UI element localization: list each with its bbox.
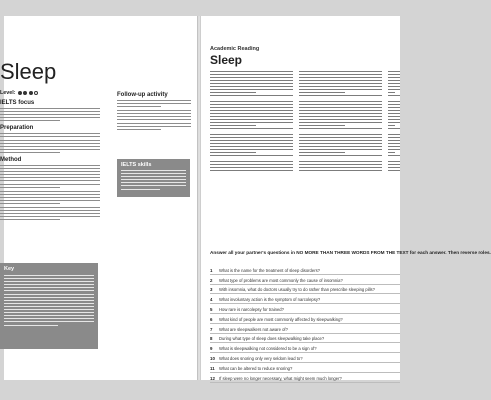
article-text-line bbox=[210, 161, 293, 162]
answer-key-text bbox=[4, 275, 94, 326]
article-text-line bbox=[210, 89, 293, 90]
article-text-line bbox=[388, 110, 400, 111]
article-text-line bbox=[299, 119, 382, 120]
article-text-line bbox=[210, 113, 293, 114]
text-line bbox=[4, 275, 94, 276]
left-side-column bbox=[117, 89, 191, 133]
article-text-line bbox=[388, 161, 400, 162]
text-line bbox=[4, 315, 94, 316]
text-line bbox=[0, 168, 100, 169]
text-line bbox=[0, 136, 100, 137]
text-line bbox=[121, 170, 186, 171]
text-line bbox=[4, 294, 94, 295]
article-text-line bbox=[210, 164, 293, 165]
article-text-line bbox=[388, 149, 400, 150]
article-text-line bbox=[388, 80, 400, 81]
article-text-line bbox=[388, 152, 395, 153]
article-text-line bbox=[388, 134, 400, 135]
article-text-line bbox=[210, 137, 293, 138]
section-heading: Method bbox=[0, 156, 22, 163]
question-row bbox=[210, 373, 400, 383]
text-line bbox=[0, 180, 100, 181]
article-text-line bbox=[388, 74, 400, 75]
question-text: What is sleepwalking not considered to be a sign of? bbox=[219, 346, 317, 352]
question-number: 10 bbox=[210, 355, 215, 361]
question-row bbox=[210, 343, 400, 353]
left-sections bbox=[0, 99, 100, 220]
article-text-line bbox=[210, 83, 293, 84]
text-line bbox=[0, 140, 100, 141]
question-row bbox=[210, 275, 400, 285]
article-column-3 bbox=[388, 71, 400, 173]
text-line bbox=[0, 177, 100, 178]
article-text-line bbox=[210, 80, 293, 81]
text-line bbox=[117, 129, 161, 130]
text-line bbox=[4, 325, 58, 326]
article-text-line bbox=[210, 107, 293, 108]
level-indicator bbox=[0, 89, 100, 97]
question-row bbox=[210, 324, 400, 334]
article-text-line bbox=[210, 143, 293, 144]
question-number: 9 bbox=[210, 346, 213, 352]
question-text: What can be altered to reduce snoring? bbox=[219, 365, 293, 371]
question-row bbox=[210, 363, 400, 373]
article-text-line bbox=[299, 122, 382, 123]
question-text: What involuntary action is the symptom of narcolepsy? bbox=[219, 297, 321, 303]
article-text-line bbox=[299, 107, 382, 108]
question-number: 6 bbox=[210, 316, 213, 322]
article-text-line bbox=[210, 140, 293, 141]
question-row bbox=[210, 265, 400, 275]
article-text-line bbox=[299, 167, 382, 168]
text-line bbox=[0, 111, 100, 112]
article-text-line bbox=[299, 149, 382, 150]
level-dots bbox=[18, 91, 39, 95]
text-line bbox=[0, 210, 100, 211]
article-text-line bbox=[299, 155, 382, 156]
article-text-line bbox=[388, 107, 400, 108]
article-column-2 bbox=[299, 71, 382, 173]
text-line bbox=[4, 300, 94, 301]
article-text-line bbox=[388, 71, 400, 72]
article-text-line bbox=[210, 170, 293, 171]
article-text-line bbox=[299, 89, 382, 90]
article-text-line bbox=[388, 137, 400, 138]
article-text-line bbox=[388, 125, 395, 126]
article-text-line bbox=[210, 116, 293, 117]
article-text-line bbox=[299, 71, 382, 72]
text-line bbox=[121, 182, 186, 183]
section-paragraph bbox=[0, 191, 100, 204]
text-line bbox=[4, 321, 94, 322]
question-text: What is the name for the treatment of sleep disorders? bbox=[219, 267, 321, 273]
question-text: What kind of people are most commonly affected by sleepwalking? bbox=[219, 316, 343, 322]
text-line bbox=[117, 119, 191, 120]
article-text-line bbox=[388, 119, 400, 120]
text-line bbox=[0, 191, 100, 192]
question-number: 2 bbox=[210, 277, 213, 283]
article-text-line bbox=[388, 116, 400, 117]
article-text-line bbox=[388, 77, 400, 78]
text-line bbox=[4, 312, 94, 313]
text-line bbox=[0, 197, 100, 198]
text-line bbox=[4, 309, 94, 310]
question-text: With insomnia, what do doctors usually try to do rather than prescribe sleeping pills? bbox=[219, 287, 375, 293]
right-page bbox=[201, 16, 491, 381]
article-text-line bbox=[388, 167, 400, 168]
article-text-line bbox=[299, 134, 382, 135]
article-text-line bbox=[210, 104, 293, 105]
article-text-line bbox=[299, 146, 382, 147]
text-line bbox=[117, 100, 191, 101]
text-line bbox=[121, 179, 186, 180]
answer-key-heading: Key bbox=[4, 266, 15, 272]
article-text-line bbox=[210, 167, 293, 168]
question-row bbox=[210, 285, 400, 295]
article-text-line bbox=[299, 80, 382, 81]
left-main-column bbox=[0, 89, 100, 223]
section-paragraph bbox=[0, 108, 100, 121]
follow-up-body bbox=[117, 100, 191, 130]
text-line bbox=[4, 306, 94, 307]
question-number: 3 bbox=[210, 287, 213, 293]
text-line bbox=[0, 133, 100, 134]
article-text-line bbox=[299, 137, 382, 138]
text-line bbox=[117, 103, 191, 104]
text-line bbox=[4, 287, 94, 288]
text-line bbox=[117, 113, 191, 114]
article-text-line bbox=[388, 104, 400, 105]
article-text-line bbox=[388, 92, 395, 93]
article-text-line bbox=[299, 83, 382, 84]
section-heading: IELTS focus bbox=[0, 100, 35, 106]
text-line bbox=[121, 173, 186, 174]
article-text-line bbox=[299, 92, 345, 93]
text-line bbox=[0, 146, 100, 147]
follow-up-paragraph bbox=[117, 110, 191, 130]
questions-instruction: Answer all your partner's questions in NO MORE THAN THREE WORDS FROM THE TEXT for each answer. Then reverse roles. bbox=[210, 250, 491, 255]
article-text-line bbox=[299, 143, 382, 144]
question-row bbox=[210, 294, 400, 304]
text-line bbox=[0, 174, 100, 175]
question-number: 5 bbox=[210, 306, 213, 312]
article-text-line bbox=[210, 149, 293, 150]
article-text-line bbox=[210, 95, 293, 96]
article-text-line bbox=[388, 140, 400, 141]
article-text-line bbox=[299, 170, 382, 171]
article-text-line bbox=[210, 155, 293, 156]
article-text-line bbox=[388, 83, 400, 84]
question-row bbox=[210, 314, 400, 324]
article-text-line bbox=[210, 134, 293, 135]
article-text-line bbox=[299, 86, 382, 87]
article-text-line bbox=[210, 86, 293, 87]
text-line bbox=[117, 106, 161, 107]
article-text-line bbox=[210, 74, 293, 75]
question-number: 8 bbox=[210, 336, 213, 342]
text-line bbox=[4, 284, 94, 285]
article-text-line bbox=[388, 113, 400, 114]
left-page-title: Sleep bbox=[0, 59, 57, 84]
article-text-line bbox=[210, 92, 256, 93]
text-line bbox=[0, 194, 100, 195]
article-text-line bbox=[210, 125, 256, 126]
question-list bbox=[210, 265, 400, 383]
text-line bbox=[121, 176, 186, 177]
article-title: Sleep bbox=[210, 53, 243, 67]
article-text-line bbox=[388, 122, 400, 123]
question-row bbox=[210, 334, 400, 344]
question-text: If sleep were no longer necessary, what might seem much longer? bbox=[219, 375, 342, 381]
text-line bbox=[0, 149, 100, 150]
level-dot bbox=[29, 91, 33, 95]
article-text-line bbox=[299, 140, 382, 141]
article-text-line bbox=[210, 77, 293, 78]
article-text-line bbox=[299, 104, 382, 105]
text-line bbox=[0, 216, 100, 217]
text-line bbox=[0, 152, 60, 153]
article-text-line bbox=[299, 110, 382, 111]
question-row bbox=[210, 353, 400, 363]
article-text-line bbox=[299, 161, 382, 162]
article-text-line bbox=[388, 164, 400, 165]
article-text-line bbox=[299, 125, 345, 126]
text-line bbox=[4, 303, 94, 304]
question-text: What are sleepwalkers not aware of? bbox=[219, 326, 288, 332]
section-heading: Preparation bbox=[0, 125, 34, 132]
article-text-line bbox=[388, 89, 400, 90]
article-text-line bbox=[299, 128, 382, 129]
section-paragraph bbox=[0, 133, 100, 153]
question-number: 12 bbox=[210, 375, 215, 381]
article-text-line bbox=[388, 155, 400, 156]
article-text-line bbox=[388, 170, 400, 171]
article-text-line bbox=[388, 128, 400, 129]
left-page bbox=[0, 16, 197, 380]
follow-up-heading: Follow-up activity bbox=[117, 92, 168, 98]
text-line bbox=[0, 143, 100, 144]
article-text-line bbox=[388, 146, 400, 147]
level-dot bbox=[23, 91, 27, 95]
text-line bbox=[0, 187, 60, 188]
article-text-line bbox=[210, 101, 293, 102]
article-text-line bbox=[299, 77, 382, 78]
section-kicker: Academic Reading bbox=[210, 46, 260, 52]
question-text: What does snoring only very seldom lead to? bbox=[219, 355, 303, 361]
article-text-line bbox=[210, 128, 293, 129]
article-text-line bbox=[299, 116, 382, 117]
question-number: 11 bbox=[210, 365, 215, 371]
text-line bbox=[4, 318, 94, 319]
level-label: Level: bbox=[0, 90, 16, 96]
text-line bbox=[0, 213, 100, 214]
level-dot bbox=[34, 91, 38, 95]
question-number: 1 bbox=[210, 267, 213, 273]
text-line bbox=[121, 189, 160, 190]
article-text-line bbox=[299, 95, 382, 96]
text-line bbox=[4, 278, 94, 279]
article-text-line bbox=[210, 152, 256, 153]
article-text-line bbox=[210, 146, 293, 147]
ielts-skills-heading: IELTS skills bbox=[121, 162, 152, 168]
answer-key-box bbox=[0, 263, 98, 349]
text-line bbox=[117, 116, 191, 117]
article-text-line bbox=[388, 95, 400, 96]
article-text-line bbox=[299, 101, 382, 102]
text-line bbox=[0, 184, 100, 185]
article-text-line bbox=[210, 110, 293, 111]
text-line bbox=[117, 123, 191, 124]
article-text-line bbox=[388, 101, 400, 102]
text-line bbox=[4, 281, 94, 282]
text-line bbox=[0, 207, 100, 208]
question-text: During what type of sleep does sleepwalking take place? bbox=[219, 336, 325, 342]
text-line bbox=[0, 120, 60, 121]
text-line bbox=[0, 219, 60, 220]
text-line bbox=[0, 117, 100, 118]
article-text-line bbox=[388, 86, 400, 87]
section-paragraph bbox=[0, 165, 100, 188]
question-number: 7 bbox=[210, 326, 213, 332]
follow-up-paragraph bbox=[117, 100, 191, 107]
article-text-line bbox=[299, 152, 345, 153]
text-line bbox=[0, 171, 100, 172]
article-text-line bbox=[299, 164, 382, 165]
question-text: How rare is narcolepsy for trained? bbox=[219, 306, 284, 312]
article-text-line bbox=[210, 122, 293, 123]
text-line bbox=[0, 200, 100, 201]
article-text-line bbox=[299, 113, 382, 114]
article-text-line bbox=[210, 119, 293, 120]
text-line bbox=[117, 126, 191, 127]
question-text: What type of problems are most commonly the cause of insomnia? bbox=[219, 277, 343, 283]
text-line bbox=[0, 203, 60, 204]
ielts-skills-text bbox=[121, 170, 186, 190]
article-column-1 bbox=[210, 71, 293, 173]
text-line bbox=[4, 297, 94, 298]
ielts-skills-box bbox=[117, 159, 190, 197]
article-text-line bbox=[210, 71, 293, 72]
article-text-line bbox=[299, 74, 382, 75]
text-line bbox=[4, 290, 94, 291]
text-line bbox=[0, 108, 100, 109]
text-line bbox=[0, 165, 100, 166]
question-number: 4 bbox=[210, 297, 213, 303]
text-line bbox=[121, 185, 186, 186]
question-row bbox=[210, 304, 400, 314]
level-dot bbox=[18, 91, 22, 95]
text-line bbox=[117, 110, 191, 111]
section-paragraph bbox=[0, 207, 100, 220]
text-line bbox=[0, 114, 100, 115]
article-text-line bbox=[388, 143, 400, 144]
